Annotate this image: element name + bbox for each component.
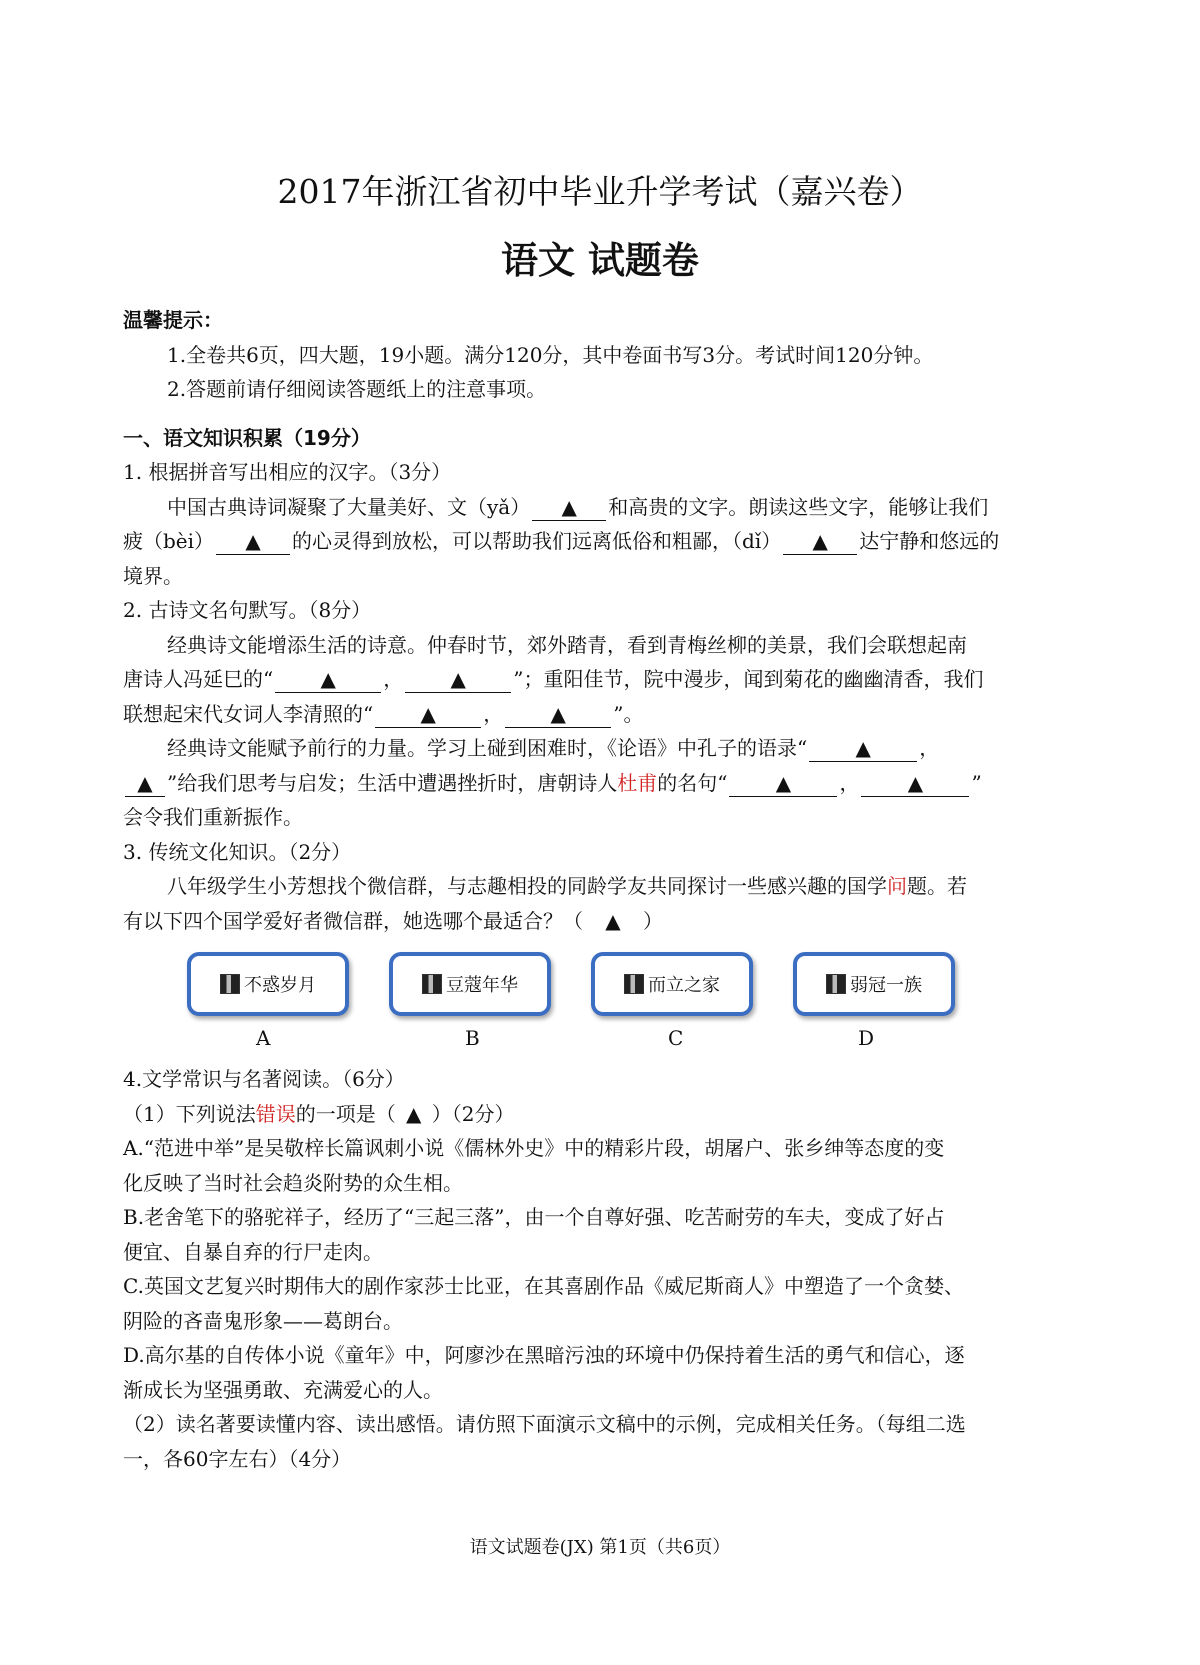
- q2-text: ”给我们思考与启发；生活中遭遇挫折时，唐朝诗人: [167, 770, 618, 795]
- poet-name: 杜甫: [617, 770, 658, 795]
- answer-blank[interactable]: ▲: [505, 701, 611, 728]
- wechat-group-a[interactable]: [187, 952, 349, 1016]
- q2-line-4: [123, 731, 1078, 766]
- wechat-groups: [123, 944, 1078, 1026]
- option-b-line-1: B.老舍笔下的骆驼祥子，经历了“三起三落”，由一个自尊好强、吃苦耐劳的车夫，变成了好占: [123, 1205, 945, 1229]
- q3-text: 题。若: [907, 874, 967, 898]
- comma: ，: [483, 701, 504, 726]
- q3-stem: 3. 传统文化知识。（2分）: [123, 839, 352, 864]
- q2-text: 联想起宋代女词人李清照的“: [123, 701, 374, 726]
- group-name: 弱冠一族: [850, 975, 922, 996]
- q4-text: 的一项是（: [295, 1101, 396, 1126]
- notice-item-2: 2.答题前请仔细阅读答题纸上的注意事项。: [167, 377, 547, 401]
- q1-text: 和高贵的文字。朗读这些文字，能够让我们: [608, 494, 989, 519]
- wechat-group-b[interactable]: [389, 952, 551, 1016]
- notice-heading: 温馨提示：: [123, 308, 223, 332]
- q4-text: ）（2分）: [431, 1101, 515, 1126]
- q2-text: ”；重阳佳节，院中漫步，闻到菊花的幽幽清香，我们: [513, 667, 984, 691]
- answer-mark[interactable]: ▲: [605, 908, 621, 933]
- option-letters: [123, 1026, 1078, 1062]
- notice-item-1: 1.全卷共6页，四大题，19小题。满分120分，其中卷面书写3分。考试时间120分钟。: [167, 342, 934, 367]
- answer-blank[interactable]: ▲: [783, 528, 857, 555]
- answer-blank[interactable]: ▲: [729, 770, 837, 797]
- q2-text: ”。: [613, 701, 644, 726]
- comma: ，: [919, 736, 940, 760]
- q2-text: 经典诗文能赋予前行的力量。学习上碰到困难时，《论语》中孔子的语录“: [167, 736, 808, 760]
- answer-blank[interactable]: ▲: [275, 666, 381, 693]
- q1-stem: 1. 根据拼音写出相应的汉字。（3分）: [123, 460, 452, 484]
- exam-title: 2017年浙江省初中毕业升学考试（嘉兴卷）: [277, 172, 923, 211]
- spacer: [123, 407, 1078, 421]
- page-footer: 语文试题卷(JX) 第1页（共6页）: [469, 1537, 731, 1558]
- q2-text: 的名句“: [657, 770, 728, 795]
- option-d-line-2: 渐成长为坚强勇敢、充满爱心的人。: [123, 1377, 443, 1402]
- q3-text: ）: [643, 908, 663, 933]
- q4-red-word: 错误: [255, 1101, 296, 1126]
- option-d-line-1: D.高尔基的自传体小说《童年》中，阿廖沙在黑暗污浊的环境中仍保持着生活的勇气和信心，逐: [123, 1343, 965, 1367]
- qr-code-icon: [220, 974, 240, 994]
- comma: ，: [383, 667, 404, 691]
- exam-subtitle: 语文 试题卷: [501, 239, 699, 282]
- q3-text: 有以下四个国学爱好者微信群，她选哪个最适合？（: [123, 908, 583, 933]
- q2-line-1: 经典诗文能增添生活的诗意。仲春时节，郊外踏青，看到青梅丝柳的美景，我们会联想起南: [167, 632, 967, 657]
- group-name: 不惑岁月: [244, 975, 316, 996]
- exam-body: [123, 303, 1078, 1476]
- q1-text: 疲（bèi）: [123, 529, 215, 553]
- group-name: 而立之家: [648, 975, 720, 996]
- answer-blank[interactable]: ▲: [861, 770, 969, 797]
- q2-line-5: ▲ ”给我们思考与启发；生活中遭遇挫折时，唐朝诗人杜甫的名句“ ▲ ， ▲ ”: [123, 766, 1078, 801]
- q1-line-1: [123, 490, 1078, 525]
- answer-blank[interactable]: ▲: [809, 735, 917, 762]
- q4-text: （1）下列说法: [123, 1101, 256, 1126]
- q3-red-char: 问: [887, 874, 907, 898]
- q3-line-2: [123, 904, 1078, 939]
- q1-text: 中国古典诗词凝聚了大量美好、文（yǎ）: [167, 494, 531, 519]
- answer-blank[interactable]: ▲: [125, 770, 165, 797]
- answer-blank[interactable]: ▲: [405, 666, 511, 693]
- option-letter: A: [256, 1026, 271, 1050]
- option-letter: D: [858, 1026, 875, 1050]
- option-a-line-1: A.“范进中举”是吴敬梓长篇讽刺小说《儒林外史》中的精彩片段，胡屠户、张乡绅等态度的变: [123, 1136, 945, 1160]
- wechat-group-d[interactable]: [793, 952, 955, 1016]
- q2-line-3: [123, 697, 1078, 732]
- q1-line-2: [123, 524, 1078, 559]
- group-name: 豆蔻年华: [446, 975, 518, 996]
- q2-text: 唐诗人冯延巳的“: [123, 667, 274, 691]
- q1-text: 的心灵得到放松，可以帮助我们远离低俗和粗鄙，（dǐ）: [292, 529, 782, 553]
- option-c-line-1: C.英国文艺复兴时期伟大的剧作家莎士比亚，在其喜剧作品《威尼斯商人》中塑造了一个贪婪、: [123, 1274, 964, 1298]
- q1-line-3: 境界。: [123, 563, 183, 588]
- option-letter: C: [668, 1026, 684, 1050]
- q4-part-2-line-1: （2）读名著要读懂内容、读出感悟。请仿照下面演示文稿中的示例，完成相关任务。（每组二选: [123, 1412, 966, 1436]
- answer-blank[interactable]: ▲: [532, 494, 606, 521]
- q1-text: 达宁静和悠远的: [859, 529, 1000, 553]
- answer-mark[interactable]: ▲: [406, 1101, 422, 1126]
- option-b-line-2: 便宜、自暴自弃的行尸走肉。: [123, 1239, 383, 1264]
- section-1-heading: 一、语文知识积累（19分）: [123, 425, 371, 450]
- q2-stem: 2. 古诗文名句默写。（8分）: [123, 598, 372, 622]
- q4-part-2-line-2: 一，各60字左右）（4分）: [123, 1446, 352, 1471]
- q4-stem: 4.文学常识与名著阅读。（6分）: [123, 1067, 405, 1091]
- q3-text: 八年级学生小芳想找个微信群，与志趣相投的同龄学友共同探讨一些感兴趣的国学: [167, 874, 887, 898]
- q3-line-1: [123, 869, 1078, 904]
- qr-code-icon: [624, 974, 644, 994]
- answer-blank[interactable]: ▲: [216, 528, 290, 555]
- q2-line-6: 会令我们重新振作。: [123, 805, 303, 829]
- option-letter: B: [465, 1026, 480, 1050]
- qr-code-icon: [422, 974, 442, 994]
- wechat-group-c[interactable]: [591, 952, 753, 1016]
- answer-blank[interactable]: ▲: [375, 701, 481, 728]
- option-c-line-2: 阴险的吝啬鬼形象——葛朗台。: [123, 1308, 403, 1333]
- qr-code-icon: [826, 974, 846, 994]
- q4-part-1: [123, 1097, 1078, 1132]
- comma: ，: [839, 770, 860, 795]
- q2-line-2: [123, 662, 1078, 697]
- option-a-line-2: 化反映了当时社会趋炎附势的众生相。: [123, 1170, 463, 1195]
